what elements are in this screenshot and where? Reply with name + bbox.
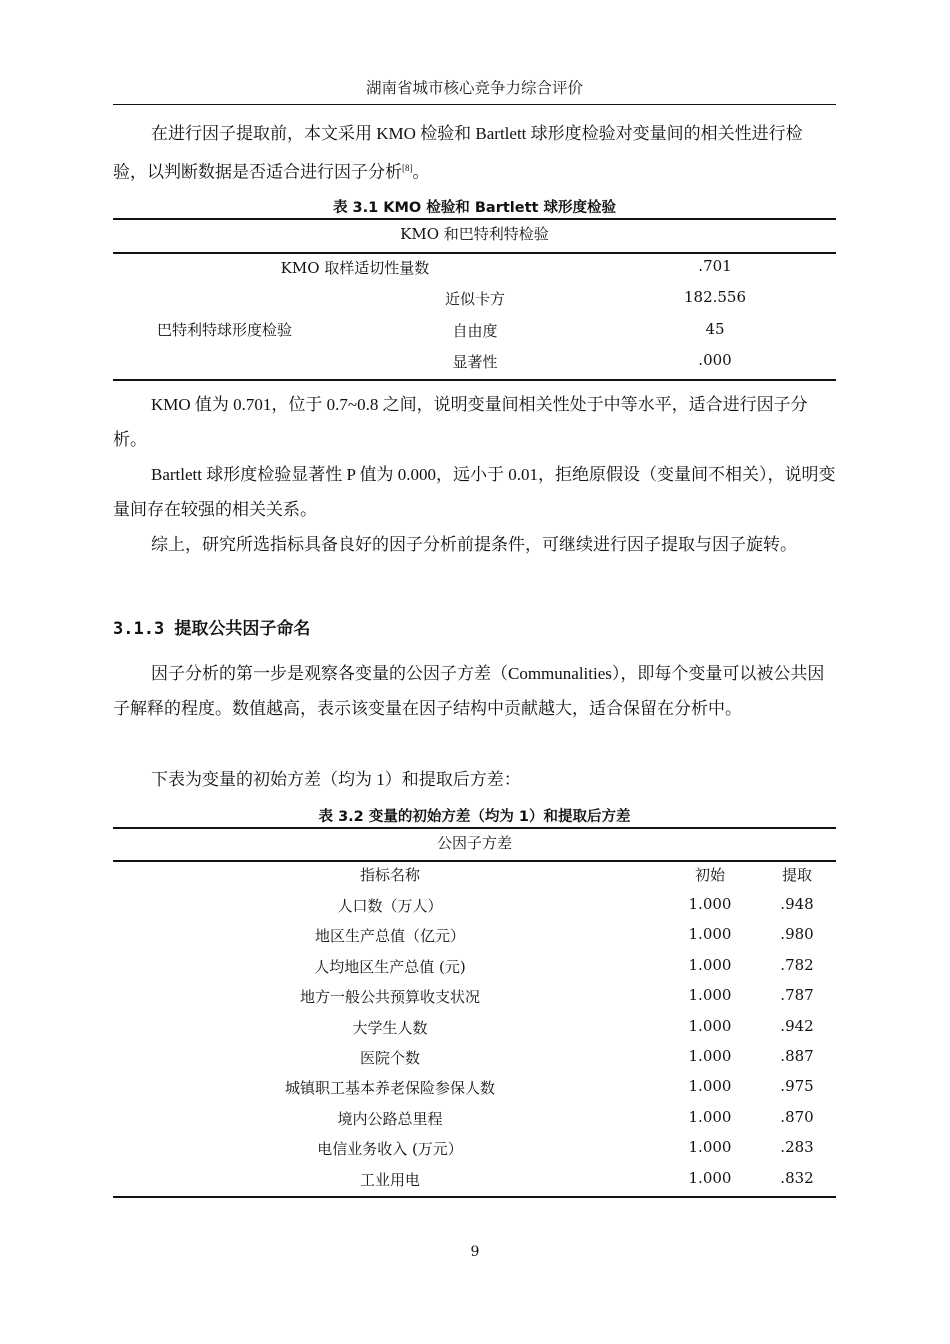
row-extract-value: .975 <box>780 1077 814 1096</box>
paragraph-intro-text: 在进行因子提取前，本文采用 KMO 检验和 Bartlett 球形度检验对变量间的相关性进行检验，以判断数据是否适合进行因子分析 <box>113 124 803 182</box>
kmo-value: .701 <box>698 257 732 275</box>
table1-header-rule <box>113 252 836 254</box>
row-indicator-name: 电信业务收入 (万元） <box>317 1140 463 1159</box>
paragraph-intro-end: 。 <box>412 162 430 182</box>
table1-caption: 表 3.1 KMO 检验和 Bartlett 球形度检验 <box>332 200 616 216</box>
row-extract-value: .942 <box>780 1016 814 1035</box>
section-heading: 3.1.3 提取公共因子命名 <box>113 619 311 639</box>
col-header-initial: 初始 <box>694 866 725 884</box>
row-indicator-name: 地区生产总值（亿元） <box>314 927 465 946</box>
row-indicator-name: 境内公路总里程 <box>337 1109 443 1128</box>
paragraph-bartlett: Bartlett 球形度检验显著性 P 值为 0.000，远小于 0.01，拒绝原假设（变量间不相关），说明变量间存在较强的相关关系。 <box>113 465 836 519</box>
table1-top-rule <box>113 218 836 220</box>
row-initial-value: 1.000 <box>688 1168 732 1187</box>
table1-bottom-rule <box>113 379 836 381</box>
row-extract-value: .980 <box>780 925 814 944</box>
table2-bottom-rule <box>113 1196 836 1198</box>
paragraph-summary: 综上，研究所选指标具备良好的因子分析前提条件，可继续进行因子提取与因子旋转。 <box>151 535 797 554</box>
bartlett-row-label: 近似卡方 <box>444 290 505 308</box>
row-initial-value: 1.000 <box>688 1138 732 1157</box>
page-number: 9 <box>470 1244 480 1260</box>
row-initial-value: 1.000 <box>688 895 732 913</box>
row-indicator-name: 人口数（万人） <box>337 897 443 915</box>
row-indicator-name: 医院个数 <box>359 1049 420 1067</box>
paragraph-kmo: KMO 值为 0.701，位于 0.7~0.8 之间，说明变量间相关性处于中等水平，适合进行因子分析。 <box>113 395 808 449</box>
running-header: 湖南省城市核心竞争力综合评价 <box>365 79 583 97</box>
bartlett-row-value: 45 <box>705 319 725 338</box>
row-initial-value: 1.000 <box>688 1107 732 1126</box>
row-extract-value: .787 <box>780 986 814 1005</box>
table1-title: KMO 和巴特利特检验 <box>400 225 549 243</box>
paragraph-communalities: 因子分析的第一步是观察各变量的公因子方差（Communalities），即每个变量可以被公共因子解释的程度。数值越高，表示该变量在因子结构中贡献越大，适合保留在分析中。 <box>113 664 825 718</box>
row-extract-value: .832 <box>780 1168 814 1187</box>
table2-caption: 表 3.2 变量的初始方差（均为 1）和提取后方差 <box>318 809 631 825</box>
row-extract-value: .870 <box>780 1107 814 1126</box>
bartlett-label: 巴特利特球形度检验 <box>157 321 293 339</box>
row-initial-value: 1.000 <box>688 986 732 1005</box>
row-extract-value: .782 <box>780 955 814 974</box>
col-header-name: 指标名称 <box>359 866 420 884</box>
table2-header-rule <box>113 860 836 862</box>
bartlett-row-label: 自由度 <box>452 321 498 340</box>
row-initial-value: 1.000 <box>688 955 732 974</box>
row-initial-value: 1.000 <box>688 1077 732 1096</box>
row-indicator-name: 地方一般公共预算收支状况 <box>299 988 480 1007</box>
paragraph-table-intro: 下表为变量的初始方差（均为 1）和提取后方差： <box>151 770 521 789</box>
row-indicator-name: 大学生人数 <box>352 1018 428 1037</box>
bartlett-row-value: 182.556 <box>683 288 747 306</box>
kmo-label: KMO 取样适切性量数 <box>280 259 430 277</box>
row-initial-value: 1.000 <box>688 1016 732 1035</box>
row-indicator-name: 工业用电 <box>359 1170 420 1189</box>
table2-top-rule <box>113 827 836 829</box>
header-rule <box>113 104 836 105</box>
row-initial-value: 1.000 <box>688 1047 732 1065</box>
table2-title: 公因子方差 <box>436 834 512 852</box>
row-indicator-name: 城镇职工基本养老保险参保人数 <box>284 1079 495 1098</box>
row-initial-value: 1.000 <box>688 925 732 944</box>
bartlett-row-label: 显著性 <box>452 353 498 371</box>
paragraph-intro <box>113 116 836 190</box>
bartlett-row-value: .000 <box>698 351 732 369</box>
row-extract-value: .948 <box>780 895 814 913</box>
citation-ref: [8] <box>402 163 413 173</box>
row-extract-value: .283 <box>780 1138 814 1157</box>
col-header-extract: 提取 <box>781 866 812 884</box>
row-indicator-name: 人均地区生产总值 (元) <box>314 957 466 976</box>
row-extract-value: .887 <box>780 1047 814 1065</box>
